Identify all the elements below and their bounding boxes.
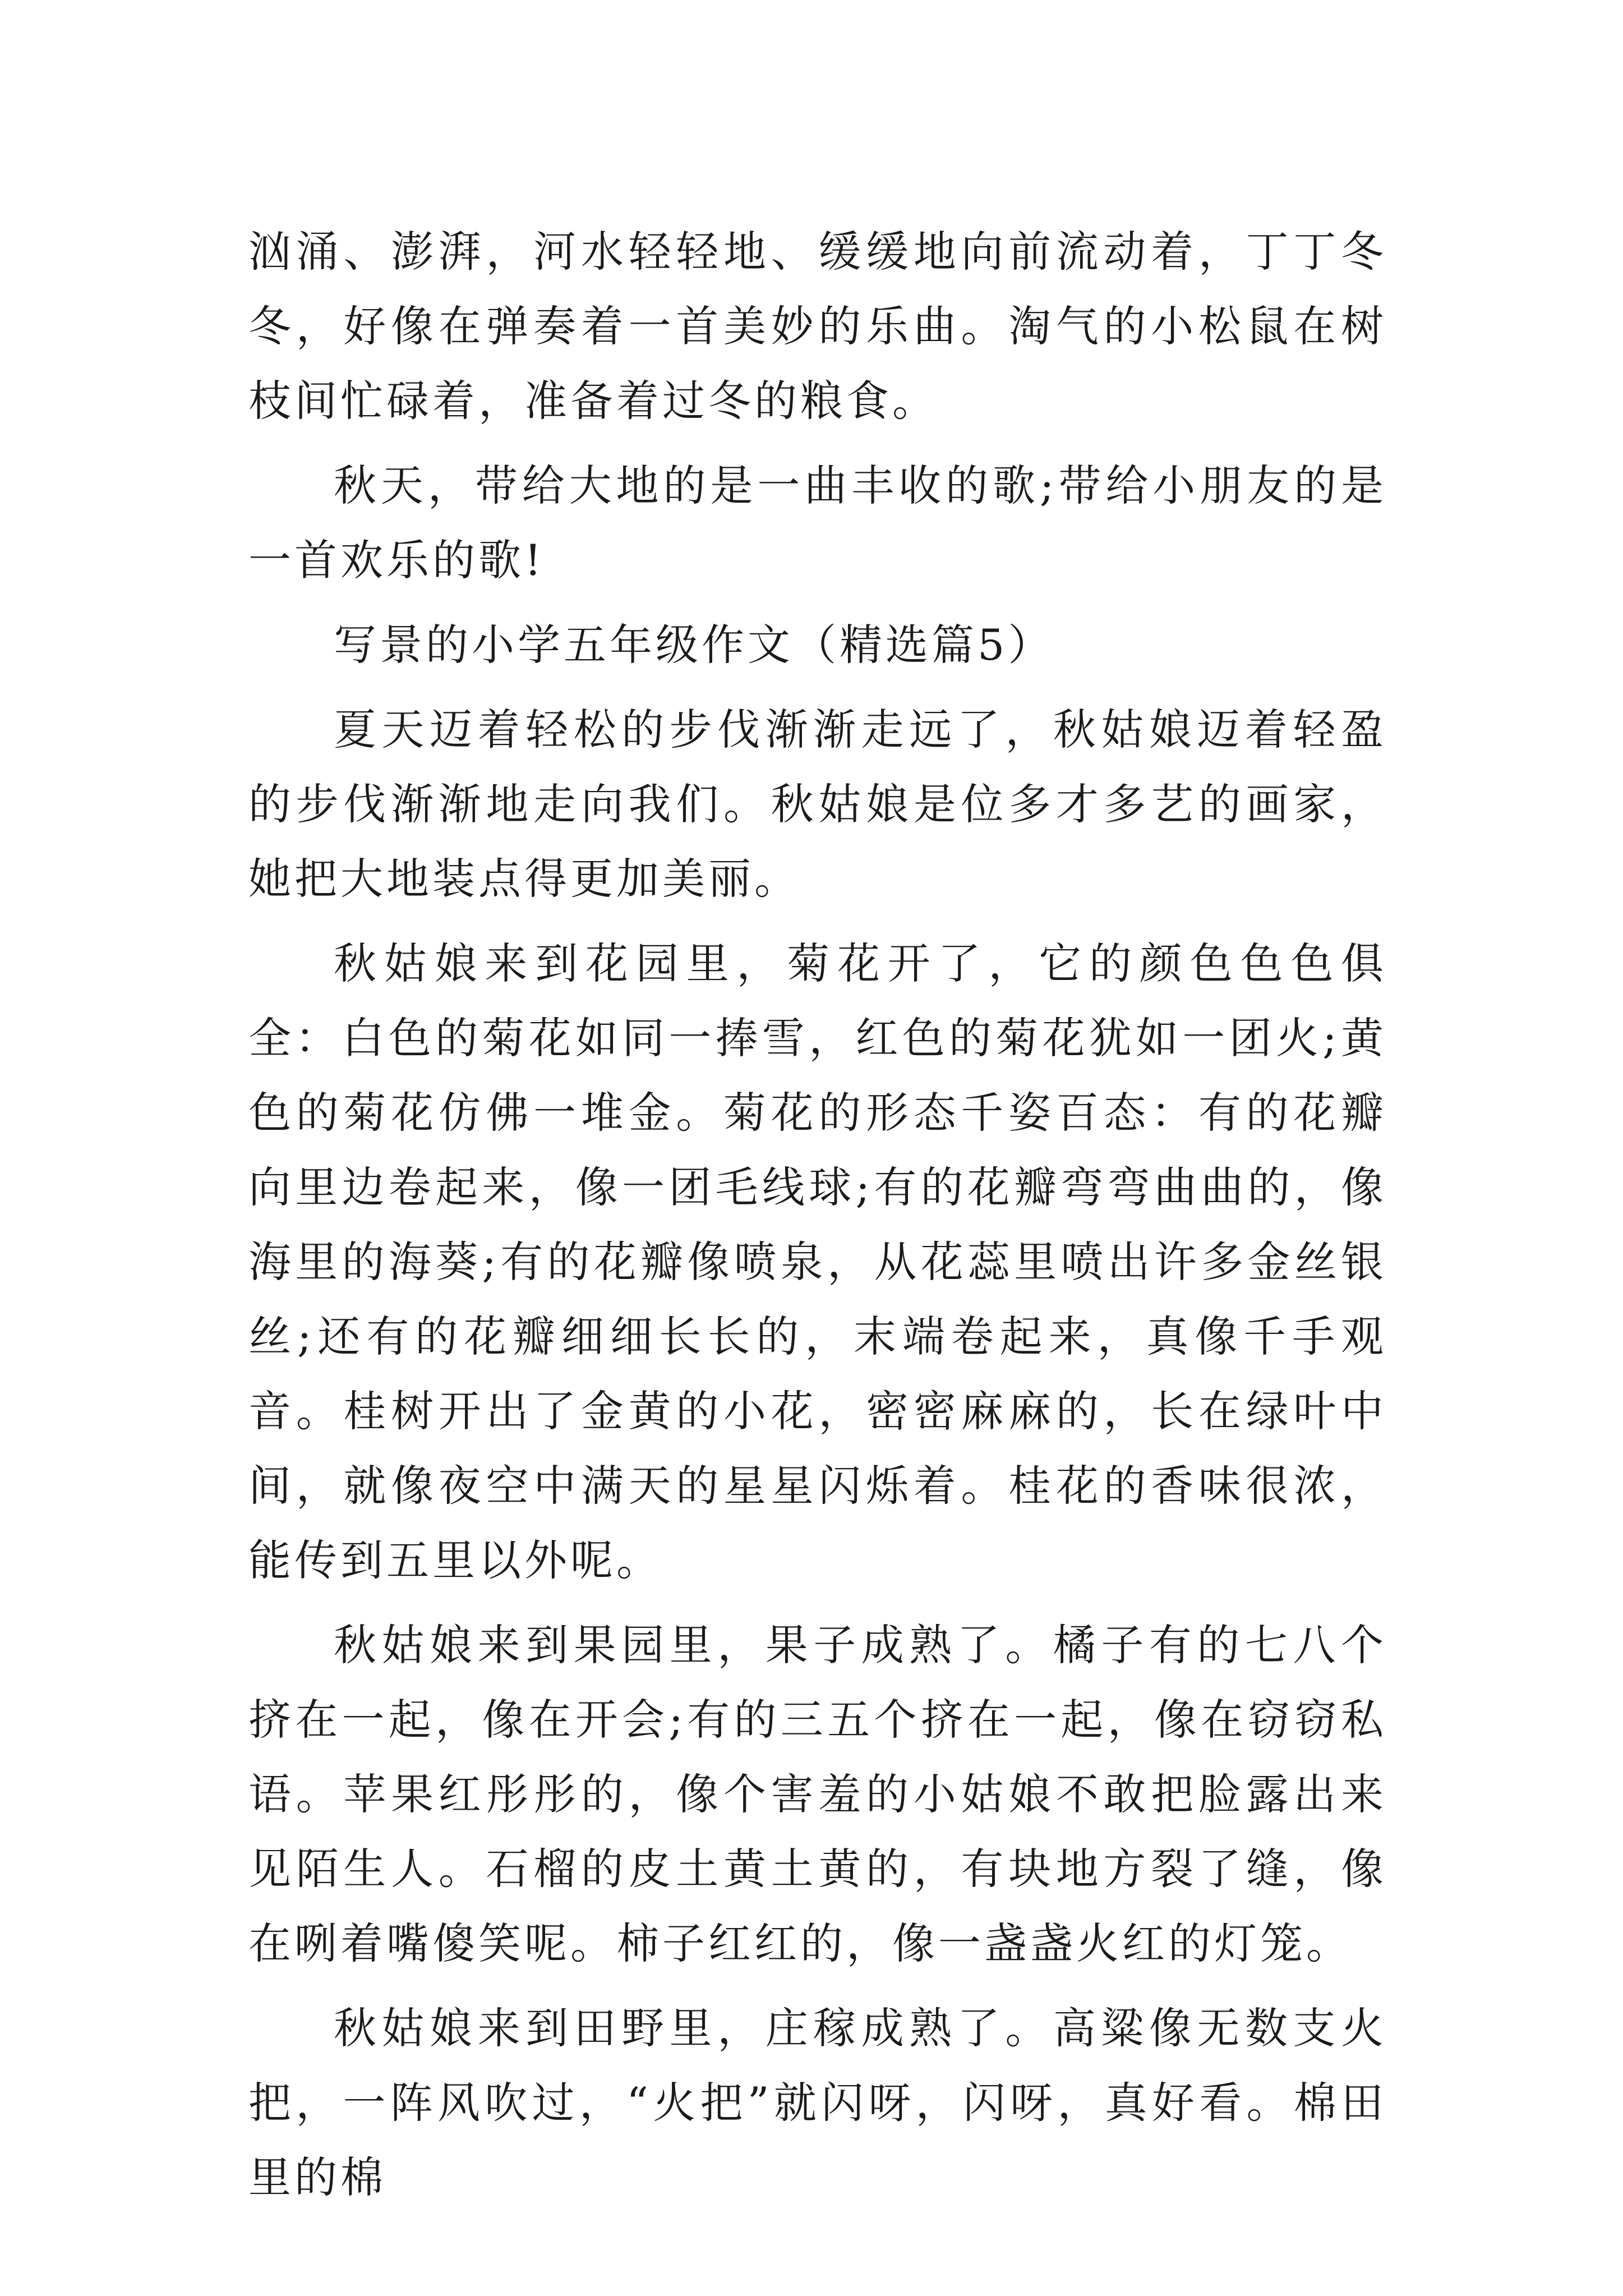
section-heading: 写景的小学五年级作文（精选篇5） [334,620,1054,670]
paragraph: 秋天，带给大地的是一曲丰收的歌;带给小朋友的是一首欢乐的歌! [248,461,1387,585]
paragraph: 秋姑娘来到果园里，果子成熟了。橘子有的七八个挤在一起，像在开会;有的三五个挤在一起，像在窃窃私语。苹果红彤彤的，像个害羞的小姑娘不敢把脸露出来见陌生人。石榴的皮土黄土黄的，有块地方裂了缝，像在咧着嘴傻笑呢。柿子红红的，像一盏盏火红的灯笼。 [248,1620,1387,1968]
document-body [248,214,1387,2215]
paragraph: 夏天迈着轻松的步伐渐渐走远了，秋姑娘迈着轻盈的步伐渐渐地走向我们。秋姑娘是位多才多艺的画家，她把大地装点得更加美丽。 [248,705,1387,904]
paragraph: 秋姑娘来到田野里，庄稼成熟了。高粱像无数支火把，一阵风吹过，“火把”就闪呀，闪呀，真好看。棉田里的棉 [248,2003,1387,2202]
paragraph: 秋姑娘来到花园里，菊花开了，它的颜色色色俱全：白色的菊花如同一捧雪，红色的菊花犹如一团火;黄色的菊花仿佛一堆金。菊花的形态千姿百态：有的花瓣向里边卷起来，像一团毛线球;有的花瓣弯弯曲曲的，像海里的海葵;有的花瓣像喷泉，从花蕊里喷出许多金丝银丝;还有的花瓣细细长长的，末端卷起来，真像千手观音。桂树开出了金黄的小花，密密麻麻的，长在绿叶中间，就像夜空中满天的星星闪烁着。桂花的香味很浓，能传到五里以外呢。 [248,938,1387,1585]
paragraph-continued: 汹涌、澎湃，河水轻轻地、缓缓地向前流动着，丁丁冬冬，好像在弹奏着一首美妙的乐曲。淘气的小松鼠在树枝间忙碌着，准备着过冬的粮食。 [248,227,1387,426]
